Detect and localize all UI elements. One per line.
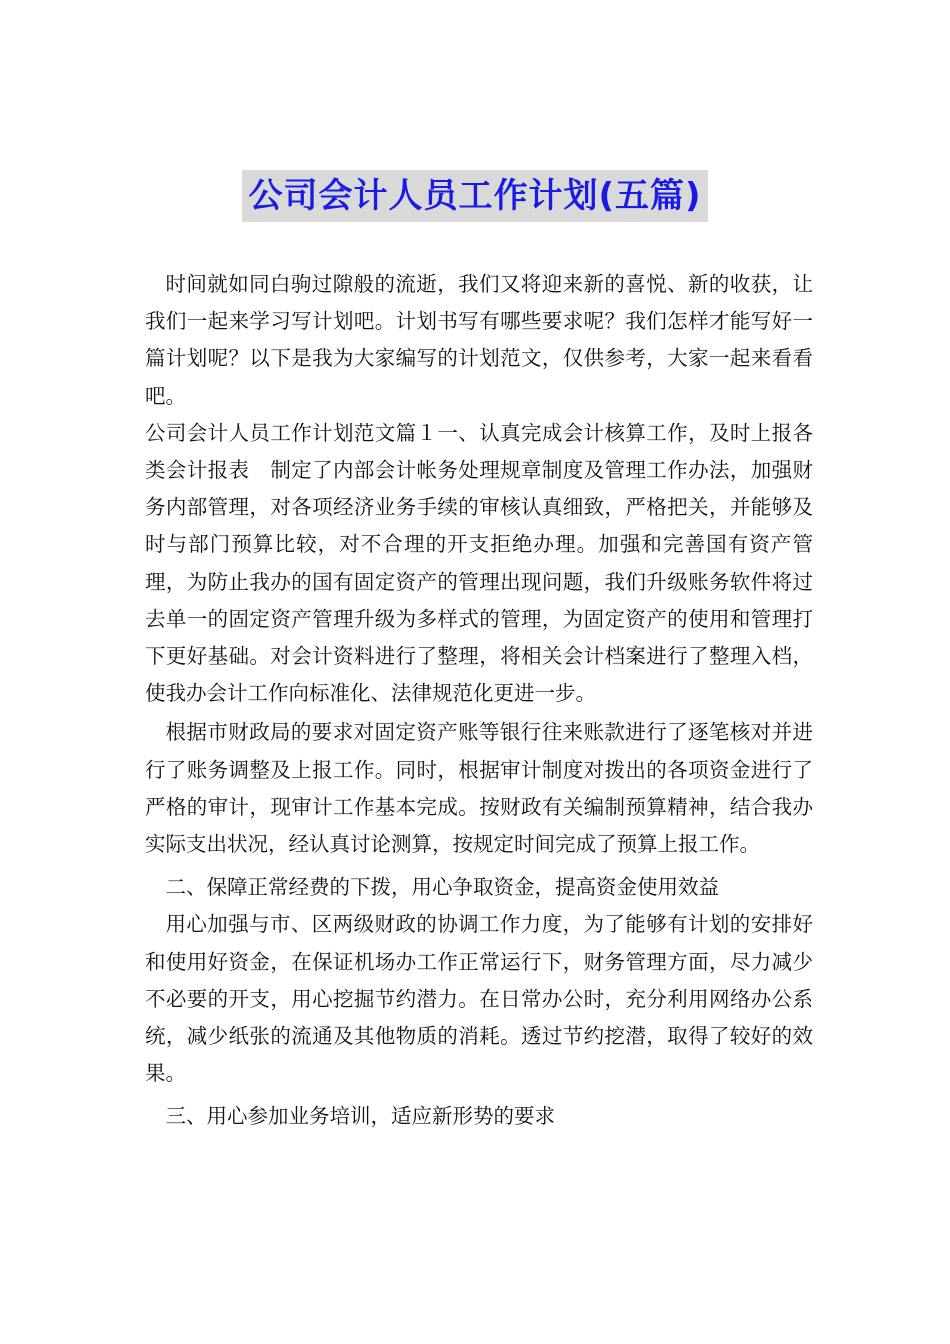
intro-paragraph: 时间就如同白驹过隙般的流逝，我们又将迎来新的喜悦、新的收获，让我们一起来学习写计划吧。计划书写有哪些要求呢？我们怎样才能写好一篇计划呢？以下是我为大家编写的计划范文，仅供参考，大家一起来看看吧。	[145, 272, 813, 408]
funding-paragraph: 用心加强与市、区两级财政的协调工作力度，为了能够有计划的安排好和使用好资金，在保证机场办工作正常运行下，财务管理方面，尽力减少不必要的开支，用心挖掘节约潜力。在日常办公时，充分利用网络办公系统，减少纸张的流通及其他物质的消耗。透过节约挖潜，取得了较好的效果。	[145, 912, 813, 1086]
document-body	[145, 266, 813, 1136]
section-three-heading: 三、用心参加业务培训，适应新形势的要求	[165, 1104, 555, 1129]
audit-paragraph: 根据市财政局的要求对固定资产账等银行往来账款进行了逐笔核对并进行了账务调整及上报工作。同时，根据审计制度对拨出的各项资金进行了严格的审计，现审计工作基本完成。按财政有关编制预算精神，结合我办实际支出状况，经认真讨论测算，按规定时间完成了预算上报工作。	[145, 720, 813, 857]
section-two-heading: 二、保障正常经费的下拨，用心争取资金，提高资金使用效益	[165, 875, 719, 900]
section-one-paragraph: 公司会计人员工作计划范文篇１一、认真完成会计核算工作，及时上报各类会计报表 制定了内部会计帐务处理规章制度及管理工作办法，加强财务内部管理，对各项经济业务手续的审核认真细致，严格把关，并能够及时与部门预算比较，对不合理的开支拒绝办理。加强和完善国有资产管理，为防止我办的国有固定资产的管理出现问题，我们升级账务软件将过去单一的固定资产管理升级为多样式的管理，为固定资产的使用和管理打下更好基础。对会计资料进行了整理，将相关会计档案进行了整理入档，使我办会计工作向标准化、法律规范化更进一步。	[145, 420, 813, 706]
document-title: 公司会计人员工作计划(五篇)	[242, 170, 707, 222]
title-container	[0, 170, 950, 222]
